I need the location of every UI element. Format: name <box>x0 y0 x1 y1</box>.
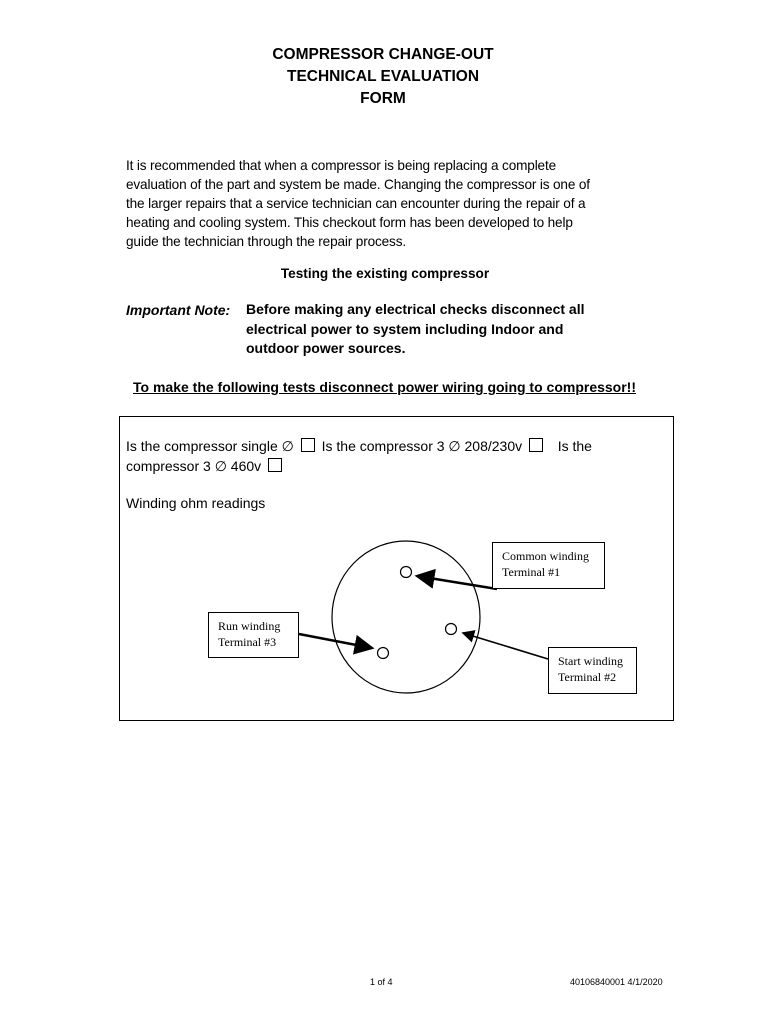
start-arrow <box>463 633 548 659</box>
start-terminal <box>446 624 457 635</box>
note-line: Before making any electrical checks disconnect all <box>246 301 585 317</box>
winding-heading: Winding ohm readings <box>126 495 266 511</box>
note-line: electrical power to system including Indoor and <box>246 320 564 337</box>
title-line-2: TECHNICAL EVALUATION <box>286 68 480 85</box>
callout-line: Run winding <box>218 619 281 633</box>
intro-line: evaluation of the part and system be made. Changing the compressor is one of <box>126 177 590 192</box>
common-winding-callout <box>492 542 605 589</box>
title-line-1: COMPRESSOR CHANGE-OUT <box>272 46 494 63</box>
run-winding-callout <box>208 612 299 658</box>
compressor-outline <box>332 541 480 693</box>
three-phase-230-label: Is the compressor 3 ∅ 208/230v <box>321 438 523 454</box>
document-id: 40106840001 4/1/2020 <box>570 977 663 987</box>
run-terminal <box>378 648 389 659</box>
page-number: 1 of 4 <box>370 977 393 987</box>
callout-line: Terminal #2 <box>558 670 617 684</box>
important-note-label: Important Note: <box>126 302 231 318</box>
section-heading: Testing the existing compressor <box>280 266 490 281</box>
title-line-3: FORM <box>360 90 406 107</box>
single-phase-label: Is the compressor single ∅ <box>126 438 294 454</box>
note-line: outdoor power sources. <box>246 340 406 356</box>
run-arrow <box>299 634 372 648</box>
intro-line: It is recommended that when a compressor is being replacing a complete <box>126 158 557 173</box>
callout-line: Start winding <box>558 654 623 668</box>
disconnect-warning: To make the following tests disconnect power wiring going to compressor!! <box>133 379 637 395</box>
three-phase-460-label: compressor 3 ∅ 460v <box>126 458 262 474</box>
intro-line: the larger repairs that a service technician can encounter during the repair of a <box>126 196 586 211</box>
callout-line: Terminal #1 <box>502 565 561 579</box>
callout-line: Common winding <box>502 549 590 563</box>
intro-line: guide the technician through the repair process. <box>126 234 406 249</box>
start-winding-callout <box>548 647 637 694</box>
callout-line: Terminal #3 <box>218 635 277 649</box>
common-terminal <box>401 567 412 578</box>
common-arrow <box>417 576 497 589</box>
question-text: Is the <box>557 438 592 454</box>
intro-line: heating and cooling system. This checkout form has been developed to help <box>126 215 573 230</box>
